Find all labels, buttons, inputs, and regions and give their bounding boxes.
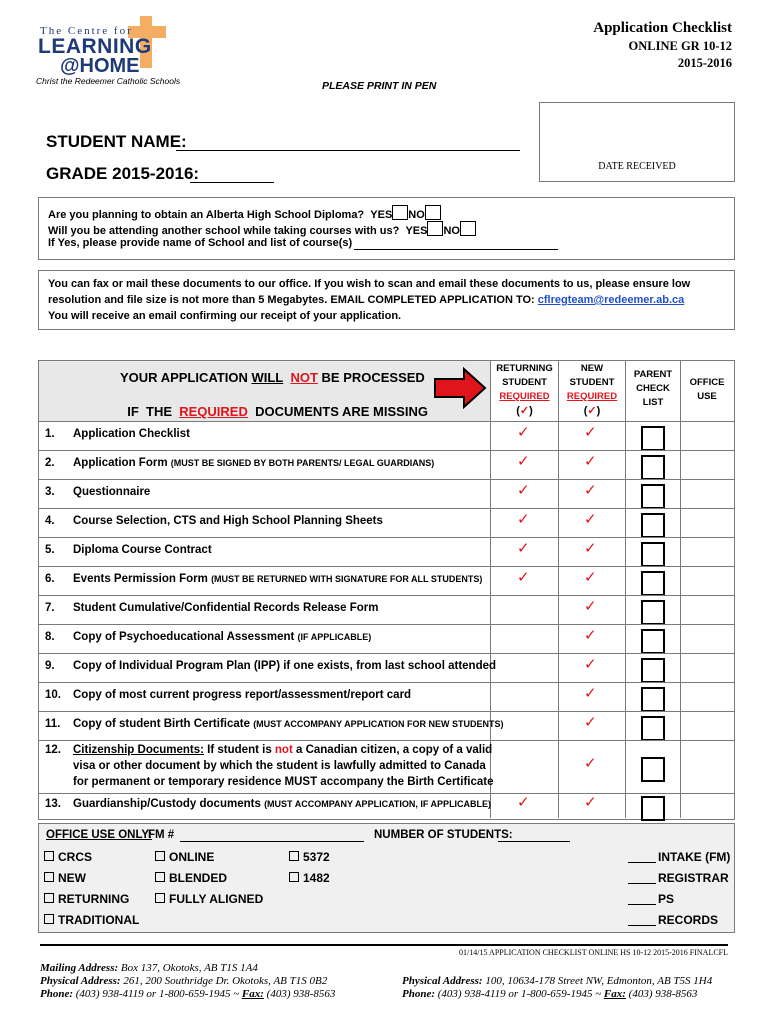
footer-divider xyxy=(40,944,728,946)
fax-left-value: (403) 938-8563 xyxy=(266,988,336,1000)
date-received-label: DATE RECEIVED xyxy=(598,161,676,172)
new-header xyxy=(559,362,625,418)
office-option[interactable] xyxy=(628,913,718,927)
row-divider xyxy=(38,793,734,794)
parent-checkbox[interactable] xyxy=(641,658,665,683)
item12-not: not xyxy=(274,744,293,756)
parent-checkbox[interactable] xyxy=(641,629,665,654)
item-text: Diploma Course Contract xyxy=(73,543,212,556)
office-option-label: 1482 xyxy=(303,871,330,885)
phone-label: Phone: xyxy=(40,988,73,1000)
office-option[interactable] xyxy=(289,871,330,885)
question-other-school-text: Will you be attending another school while taking courses with us? xyxy=(48,225,400,237)
returning-check-icon: ✓ xyxy=(517,792,530,811)
phone-right-value: (403) 938-4119 or 1-800-659-1945 ~ xyxy=(437,988,604,1000)
new-check-icon: ✓ xyxy=(584,480,597,499)
new-check-icon: ✓ xyxy=(584,422,597,441)
col-divider xyxy=(680,360,681,818)
notice-line2-text: resolution and file size is not more than 5 Megabytes. EMAIL COMPLETED APPLICATION TO: xyxy=(48,294,538,306)
warning-line2 xyxy=(120,389,428,419)
checkbox-icon[interactable] xyxy=(155,872,165,882)
warning-required: REQUIRED xyxy=(179,404,248,419)
office-option[interactable] xyxy=(628,850,730,864)
notice-line1: You can fax or mail these documents to our office. If you wish to scan and email these documents to us, please ensure low xyxy=(48,278,691,290)
page-title: Application Checklist xyxy=(593,20,732,36)
item-label xyxy=(73,486,150,498)
footer-code: 01/14/15 APPLICATION CHECKLIST ONLINE HS 10-12 2015-2016 FINALCFL xyxy=(459,948,728,957)
row-divider xyxy=(38,479,734,480)
new-check-icon: ✓ xyxy=(584,596,597,615)
returning-check-icon: ✓ xyxy=(517,538,530,557)
item-label xyxy=(73,631,371,643)
logo xyxy=(38,14,168,76)
warning-part2: BE PROCESSED xyxy=(317,370,425,385)
new-check-icon: ✓ xyxy=(584,683,597,702)
item-text: Copy of Psychoeducational Assessment xyxy=(73,630,295,643)
returning-header-line1: RETURNING xyxy=(496,363,553,374)
item-text: Copy of student Birth Certificate xyxy=(73,717,250,730)
parent-checkbox[interactable] xyxy=(641,600,665,625)
item-label xyxy=(73,457,434,469)
physical-address-right xyxy=(402,975,712,987)
office-option[interactable] xyxy=(44,892,129,906)
fm-label xyxy=(148,829,174,841)
row-divider xyxy=(38,740,734,741)
item-number: 11. xyxy=(45,717,61,730)
checkbox-icon[interactable] xyxy=(289,851,299,861)
notice-line3: You will receive an email confirming our receipt of your application. xyxy=(48,310,402,322)
num-students-label: NUMBER OF STUDENTS: xyxy=(374,829,513,841)
item-number: 12. xyxy=(45,744,61,756)
physical-label: Physical Address: xyxy=(40,975,121,987)
item-label xyxy=(73,744,492,756)
item-number: 6. xyxy=(45,572,55,585)
parent-header-line3: LIST xyxy=(642,397,664,408)
office-header-line2: USE xyxy=(697,391,717,402)
returning-check-icon: ✓ xyxy=(517,567,530,586)
parent-checkbox[interactable] xyxy=(641,687,665,712)
warning-part1: YOUR APPLICATION xyxy=(120,370,252,385)
yes-label: YES xyxy=(370,209,393,221)
parent-checkbox[interactable] xyxy=(641,513,665,538)
notice-line2 xyxy=(48,294,684,306)
item12-line2: visa or other document by which the student is lawfully admitted to Canada xyxy=(73,760,486,772)
row-divider xyxy=(38,508,734,509)
question-school-name xyxy=(48,237,352,249)
item-label xyxy=(73,689,411,701)
physical-address-left xyxy=(40,975,327,987)
checkbox-icon[interactable] xyxy=(44,851,54,861)
office-option[interactable] xyxy=(628,892,674,906)
item-note: (MUST BE RETURNED WITH SIGNATURE FOR ALL STUDENTS) xyxy=(211,573,483,584)
email-link[interactable]: cflregteam@redeemer.ab.ca xyxy=(537,294,685,306)
office-option[interactable] xyxy=(44,913,139,927)
item-text: Course Selection, CTS and High School Planning Sheets xyxy=(73,514,383,527)
warning-line1 xyxy=(120,370,425,385)
item-text: Questionnaire xyxy=(73,485,151,498)
office-use-label: OFFICE USE ONLY: xyxy=(46,829,153,841)
office-option-label: CRCS xyxy=(58,850,93,864)
parent-checkbox[interactable] xyxy=(641,571,665,596)
checkbox-icon[interactable] xyxy=(155,893,165,903)
returning-check-icon: ✓ xyxy=(517,451,530,470)
physical-left-value: 261, 200 Southridge Dr. Okotoks, AB T1S 0B2 xyxy=(123,975,328,987)
item-label xyxy=(73,428,190,440)
school-name-field[interactable] xyxy=(354,248,558,250)
checkbox-icon[interactable] xyxy=(44,872,54,882)
print-note: PLEASE PRINT IN PEN xyxy=(322,80,437,92)
date-received-box[interactable] xyxy=(539,102,735,182)
new-check-icon: ✓ xyxy=(584,567,597,586)
item-text: Application Checklist xyxy=(73,427,190,440)
office-blank-line[interactable] xyxy=(628,862,656,863)
item-number: 4. xyxy=(45,514,55,527)
check-icon: ✓ xyxy=(587,405,597,417)
parent-checkbox[interactable] xyxy=(641,484,665,509)
row-divider xyxy=(38,682,734,683)
item-number: 9. xyxy=(45,659,55,672)
question-diploma-text: Are you planning to obtain an Alberta High School Diploma? xyxy=(48,209,365,221)
item-label xyxy=(73,573,482,585)
item-text: Citizenship Documents: xyxy=(73,744,204,756)
item-note: (IF APPLICABLE) xyxy=(297,631,372,642)
new-check-icon: ✓ xyxy=(584,792,597,811)
checkbox-icon[interactable] xyxy=(289,872,299,882)
office-blank-line[interactable] xyxy=(628,925,656,926)
office-option-label: BLENDED xyxy=(169,871,228,885)
office-option-label: 5372 xyxy=(303,850,330,864)
student-name-label: STUDENT NAME: xyxy=(46,132,187,151)
row-divider xyxy=(38,566,734,567)
physical-label: Physical Address: xyxy=(402,975,483,987)
parent-header xyxy=(626,368,680,410)
item-number: 5. xyxy=(45,543,55,556)
office-option-label: REGISTRAR xyxy=(658,871,729,885)
fm-label-text: FM # xyxy=(148,829,175,841)
no-label: NO xyxy=(408,209,425,221)
row-divider xyxy=(38,624,734,625)
office-option[interactable] xyxy=(155,892,263,906)
checkbox-icon[interactable] xyxy=(44,914,54,924)
returning-check-icon: ✓ xyxy=(517,509,530,528)
office-option[interactable] xyxy=(44,871,86,885)
warning-will: WILL xyxy=(251,370,284,385)
logo-line3: @HOME xyxy=(60,55,140,77)
phone-left-value: (403) 938-4119 or 1-800-659-1945 ~ xyxy=(75,988,242,1000)
returning-check-note: (✓) xyxy=(516,405,533,417)
new-check-icon: ✓ xyxy=(584,625,597,644)
office-option[interactable] xyxy=(155,871,227,885)
new-header-line1: NEW xyxy=(580,363,604,374)
physical-right-value: 100, 10634-178 Street NW, Edmonton, AB T5S 1H4 xyxy=(485,975,713,987)
mailing-label: Mailing Address: xyxy=(40,962,119,974)
item-label xyxy=(73,718,504,730)
item-text: Events Permission Form xyxy=(73,572,208,585)
logo-line2: LEARNING xyxy=(38,35,152,58)
office-option-label: PS xyxy=(658,892,675,906)
office-option-label: RECORDS xyxy=(658,913,719,927)
parent-checkbox[interactable] xyxy=(641,455,665,480)
phone-label: Phone: xyxy=(402,988,435,1000)
item-text: Copy of Individual Program Plan (IPP) if one exists, from last school attended xyxy=(73,659,497,672)
item12-rest1: a Canadian citizen, a copy of a valid xyxy=(292,744,493,756)
new-check-icon: ✓ xyxy=(584,509,597,528)
mailing-address xyxy=(40,962,258,974)
new-check-icon: ✓ xyxy=(584,753,597,772)
office-option-label: TRADITIONAL xyxy=(58,913,140,927)
check-icon: ✓ xyxy=(519,405,530,417)
office-header xyxy=(681,376,733,404)
item-label xyxy=(73,602,378,614)
new-header-line2: STUDENT xyxy=(569,377,615,388)
office-option[interactable] xyxy=(628,871,729,885)
mailing-value: Box 137, Okotoks, AB T1S 1A4 xyxy=(120,962,258,974)
checkbox-icon[interactable] xyxy=(155,851,165,861)
fm-field[interactable] xyxy=(180,841,364,842)
item-text: Guardianship/Custody documents xyxy=(73,797,261,810)
item-number: 3. xyxy=(45,485,55,498)
item-note: (MUST ACCOMPANY APPLICATION, IF APPLICABLE) xyxy=(264,798,492,809)
office-blank-line[interactable] xyxy=(628,904,656,905)
parent-checkbox[interactable] xyxy=(641,757,665,782)
item-label xyxy=(73,660,496,672)
item-number: 13. xyxy=(45,797,61,810)
logo-line1: The Centre for xyxy=(40,25,133,37)
item-note: (MUST BE SIGNED BY BOTH PARENTS/ LEGAL GUARDIANS) xyxy=(170,457,435,468)
other-school-no-checkbox[interactable] xyxy=(460,221,476,236)
office-option-label: RETURNING xyxy=(58,892,130,906)
item-number: 2. xyxy=(45,456,55,469)
row-divider xyxy=(38,450,734,451)
item12-after-label: If student is xyxy=(203,744,275,756)
returning-check-icon: ✓ xyxy=(517,422,530,441)
fax-right-value: (403) 938-8563 xyxy=(628,988,698,1000)
diploma-yes-checkbox[interactable] xyxy=(392,205,408,220)
item-label xyxy=(73,544,212,556)
row-divider xyxy=(38,653,734,654)
question-diploma xyxy=(48,205,441,221)
returning-check-icon: ✓ xyxy=(517,480,530,499)
office-option[interactable] xyxy=(289,850,330,864)
item-number: 8. xyxy=(45,630,55,643)
grade-label: GRADE 2015-2016: xyxy=(46,164,200,183)
item12-line3: for permanent or temporary residence MUST accompany the Birth Certificate xyxy=(73,776,494,788)
year-label: 2015-2016 xyxy=(677,56,732,70)
new-check-note: (✓) xyxy=(583,405,601,417)
diploma-no-checkbox[interactable] xyxy=(425,205,441,220)
item-number: 10. xyxy=(45,688,61,701)
parent-checkbox[interactable] xyxy=(641,426,665,451)
parent-checkbox[interactable] xyxy=(641,796,665,821)
phone-left xyxy=(40,988,335,1000)
new-check-icon: ✓ xyxy=(584,451,597,470)
yes-label: YES xyxy=(405,225,428,237)
new-check-icon: ✓ xyxy=(584,712,597,731)
warning-line2b: DOCUMENTS ARE MISSING xyxy=(247,404,428,419)
fax-label: Fax: xyxy=(603,988,626,1000)
returning-header-line2: STUDENT xyxy=(502,377,547,388)
logo-tagline: Christ the Redeemer Catholic Schools xyxy=(36,76,181,86)
warning-not: NOT xyxy=(290,370,318,385)
col-divider xyxy=(558,360,559,818)
question-school-name-text: If Yes, please provide name of School and list of course(s) xyxy=(48,237,353,249)
col-divider xyxy=(625,360,626,818)
phone-right xyxy=(402,988,697,1000)
item-number: 7. xyxy=(45,601,55,614)
parent-checkbox[interactable] xyxy=(641,542,665,567)
new-check-icon: ✓ xyxy=(584,538,597,557)
office-option-label: FULLY ALIGNED xyxy=(169,892,264,906)
office-header-line1: OFFICE xyxy=(689,377,725,388)
warning-line2a: IF THE xyxy=(127,404,180,419)
row-divider xyxy=(38,595,734,596)
returning-required-label: REQUIRED xyxy=(499,391,550,402)
grade-field[interactable] xyxy=(190,181,274,183)
item-number: 1. xyxy=(45,427,55,440)
office-option-label: INTAKE (FM) xyxy=(658,850,731,864)
returning-header xyxy=(491,362,558,418)
row-divider xyxy=(38,537,734,538)
item-text: Student Cumulative/Confidential Records Release Form xyxy=(73,601,379,614)
student-name-field[interactable] xyxy=(176,149,520,151)
office-option-label: NEW xyxy=(58,871,86,885)
fax-label: Fax: xyxy=(241,988,264,1000)
row-divider xyxy=(38,711,734,712)
parent-header-line2: CHECK xyxy=(636,383,670,394)
arrow-right-icon xyxy=(432,366,488,410)
item-text: Application Form xyxy=(73,456,168,469)
no-label: NO xyxy=(443,225,460,237)
row-divider xyxy=(38,421,734,422)
office-blank-line[interactable] xyxy=(628,883,656,884)
new-required-label: REQUIRED xyxy=(566,391,618,402)
parent-checkbox[interactable] xyxy=(641,716,665,741)
new-check-icon: ✓ xyxy=(584,654,597,673)
parent-header-line1: PARENT xyxy=(633,369,673,380)
item-label xyxy=(73,798,491,810)
item-note: (MUST ACCOMPANY APPLICATION FOR NEW STUDENTS) xyxy=(253,718,504,729)
num-students-field[interactable] xyxy=(498,841,570,842)
question-other-school xyxy=(48,221,476,237)
program-label: ONLINE GR 10-12 xyxy=(628,39,732,53)
office-option-label: ONLINE xyxy=(169,850,215,864)
item-label xyxy=(73,515,383,527)
checkbox-icon[interactable] xyxy=(44,893,54,903)
office-option[interactable] xyxy=(44,850,92,864)
other-school-yes-checkbox[interactable] xyxy=(427,221,443,236)
office-option[interactable] xyxy=(155,850,214,864)
item-text: Copy of most current progress report/assessment/report card xyxy=(73,688,412,701)
